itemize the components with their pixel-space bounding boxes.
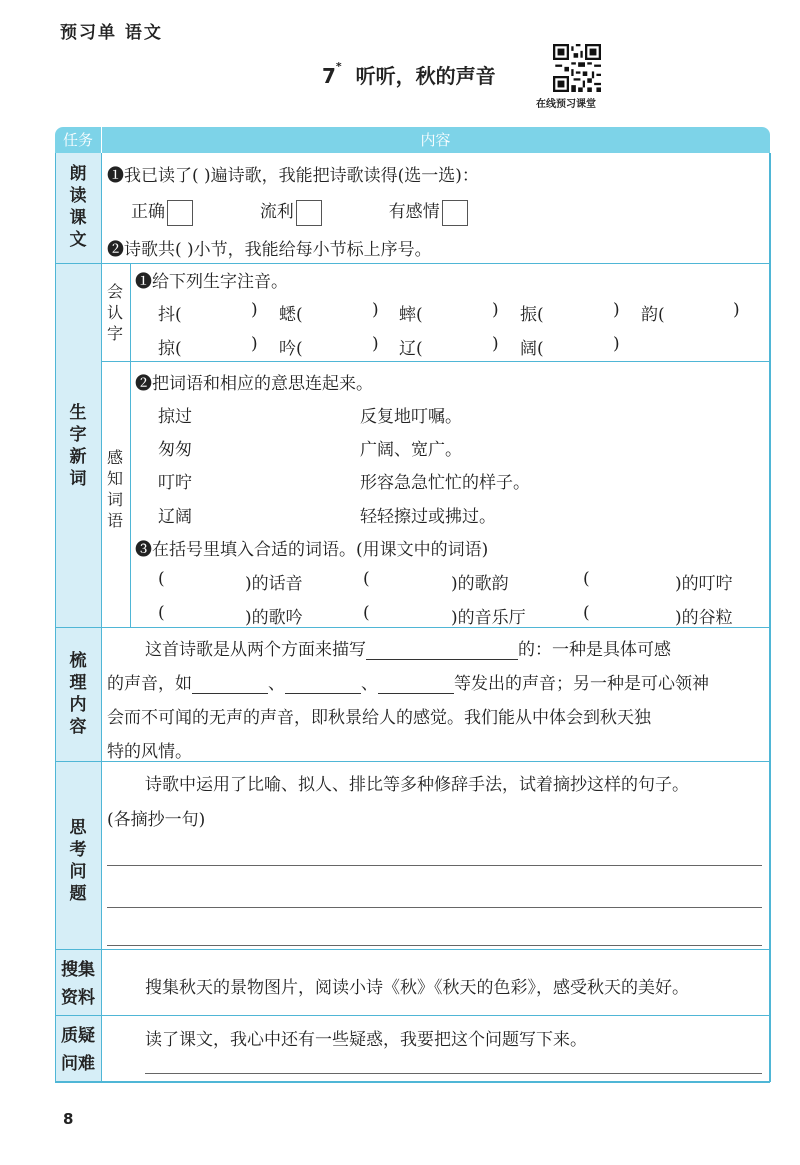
reading-q1: ❶我已读了( )遍诗歌，我能把诗歌读得(选一选)：	[107, 166, 479, 186]
sublabel-perceive-words: 感 知 词 语	[106, 448, 123, 530]
new-words-q3: ❸在括号里填入合适的词语。(用课文中的词语)	[135, 540, 489, 560]
thinking-line-1: 诗歌中运用了比喻、拟人、排比等多种修辞手法，试着摘抄这样的句子。	[145, 775, 689, 795]
qr-caption: 在线预习课堂	[536, 99, 596, 110]
section-label-questions: 质疑 问难	[61, 1026, 95, 1074]
qr-code-icon[interactable]	[553, 44, 601, 92]
match-left-3[interactable]: 叮咛	[158, 473, 192, 493]
match-right-4[interactable]: 轻轻擦过或拂过。	[360, 507, 496, 527]
reading-q2: ❷诗歌共( )小节，我能给每小节标上序号。	[107, 240, 432, 260]
answer-line-2[interactable]	[107, 907, 762, 908]
section-label-summary: 梳 理 内 容	[69, 651, 87, 737]
match-left-4[interactable]: 辽阔	[158, 507, 192, 527]
answer-line-3[interactable]	[107, 945, 762, 946]
section-label-reading: 朗 读 课 文	[69, 164, 87, 250]
lesson-star: *	[335, 60, 342, 73]
lesson-number: 7	[322, 64, 336, 88]
preview-table: 任务 内容 朗 读 课 文 ❶我已读了( )遍诗歌，我能把诗歌读得(选一选)： 正确 流利 有感情 ❷诗歌共( )小节，我能给每小节标上序号。 生 字 新 词 会 认 字 感 知 词 语 ❶给下列生字注音。 抖( ) 蟋( ) 蟀( ) 振( ) 韵( ) 掠( ) 吟( ) 辽( ) 阔( ) ❷把词语和相应的意思连起来。 掠过 匆匆 叮咛 辽阔 反复地叮嘱。 广阔、宽广。 形容急急忙忙的样子。 轻轻擦过或拂过。 ❸在括号里填入合适的词语。(用课文中的词语) ( )的话音 ( )的歌韵 ( )的叮咛 ( )的歌吟 ( )的音乐厅 ( )的谷粒 梳 理 内 容 这首诗歌是从两个方面来描写 的：一种是具体可感 的声音，如 、 、 等发出的声音；另一种是可心领神 会而不可闻的无声的声音，即秋景给人的感觉。我们能从中体会到秋天独 特的风情。 思 考 问 题 诗歌中运用了比喻、拟人、排比等多种修辞手法，试着摘抄这样的句子。 (各摘抄一句) 搜集 资料 搜集秋天的景物图片，阅读小诗《秋》《秋天的色彩》，感受秋天的美好。 质疑 问难 读了课文，我心中还有一些疑惑，我要把这个问题写下来。	[55, 127, 770, 1082]
option-fluent: 流利	[259, 202, 294, 222]
new-words-q1: ❶给下列生字注音。	[135, 272, 288, 292]
summary-line-4: 特的风情。	[107, 742, 192, 762]
collect-text: 搜集秋天的景物图片，阅读小诗《秋》《秋天的色彩》，感受秋天的美好。	[145, 978, 689, 998]
blank-sound-1[interactable]	[192, 673, 268, 694]
table-header	[55, 127, 770, 153]
reading-options	[131, 197, 468, 226]
blank-describe[interactable]	[366, 639, 518, 660]
lesson-title-text: 听听，秋的声音	[355, 64, 496, 88]
match-right-1[interactable]: 反复地叮嘱。	[360, 407, 462, 427]
option-correct-checkbox[interactable]	[167, 200, 193, 226]
blank-sound-3[interactable]	[378, 673, 454, 694]
option-emotional: 有感情	[388, 202, 440, 222]
new-words-q2: ❷把词语和相应的意思连起来。	[135, 374, 373, 394]
option-fluent-checkbox[interactable]	[296, 200, 322, 226]
lesson-title	[322, 60, 496, 89]
section-label-thinking: 思 考 问 题	[69, 818, 87, 904]
thinking-line-2: (各摘抄一句)	[107, 810, 206, 830]
blank-sound-2[interactable]	[285, 673, 361, 694]
page-number: 8	[63, 1110, 74, 1128]
option-emotional-checkbox[interactable]	[442, 200, 468, 226]
section-label-new-words: 生 字 新 词	[69, 403, 87, 489]
header-task: 任务	[62, 131, 93, 149]
workbook-label: 预习单 语文	[60, 23, 163, 43]
option-correct: 正确	[131, 202, 165, 222]
match-right-3[interactable]: 形容急急忙忙的样子。	[360, 473, 530, 493]
match-left-2[interactable]: 匆匆	[158, 440, 192, 460]
questions-text: 读了课文，我心中还有一些疑惑，我要把这个问题写下来。	[145, 1030, 587, 1050]
summary-line-1: 这首诗歌是从两个方面来描写 的：一种是具体可感	[145, 640, 671, 660]
answer-line-1[interactable]	[107, 865, 762, 866]
summary-line-3: 会而不可闻的无声的声音，即秋景给人的感觉。我们能从中体会到秋天独	[107, 708, 651, 728]
match-left-1[interactable]: 掠过	[158, 407, 192, 427]
match-right-2[interactable]: 广阔、宽广。	[360, 440, 462, 460]
questions-answer-line[interactable]	[145, 1073, 762, 1074]
summary-line-2: 的声音，如 、 、 等发出的声音；另一种是可心领神	[107, 674, 709, 694]
header-content: 内容	[420, 131, 451, 149]
sublabel-recognize-chars: 会 认 字	[106, 282, 123, 343]
section-label-collect: 搜集 资料	[61, 960, 95, 1008]
